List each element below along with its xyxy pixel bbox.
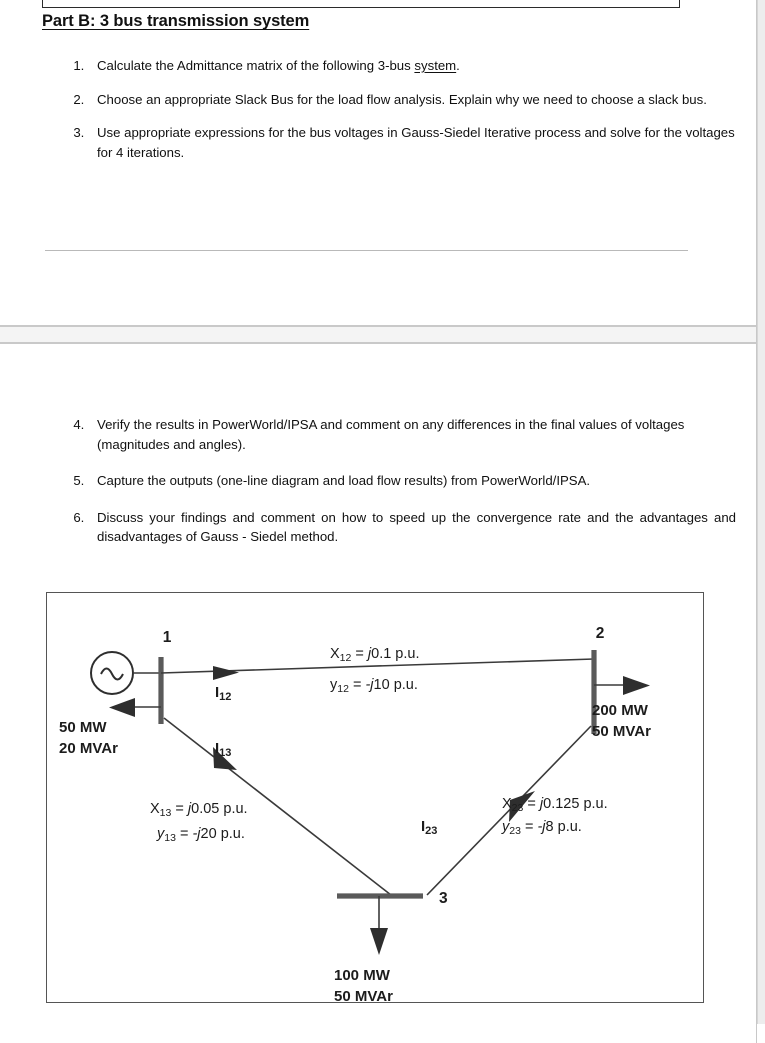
line-1-3-reactance: $X_{13} = j0.05$ p.u. xyxy=(150,801,248,819)
current-label-I23: $I_{23}$ xyxy=(421,818,438,837)
task-text: Calculate the Admittance matrix of the following 3-bus xyxy=(97,58,415,73)
task-text: Discuss your findings and comment on how to speed up the convergence rate and the advantages and disadvantages of Gauss - Siedel method. xyxy=(97,509,736,545)
task-list-page-two xyxy=(60,415,736,564)
task-text: Capture the outputs (one-line diagram and load flow results) from PowerWorld/IPSA. xyxy=(97,473,591,489)
task-list-page-one xyxy=(60,56,736,176)
list-item xyxy=(88,471,736,491)
load-arrow-bus-3 xyxy=(370,928,388,955)
one-line-diagram xyxy=(46,592,704,1003)
bus-1-label: 1 xyxy=(162,629,172,646)
section-divider xyxy=(45,250,688,251)
list-item xyxy=(88,123,736,162)
bus-3-load-mw: 100 MW xyxy=(334,967,390,984)
current-label-I13: $I_{13}$ xyxy=(215,740,232,759)
page-right-edge xyxy=(757,0,765,1024)
line-2-3-admittance: $y_{23} = -j8$ p.u. xyxy=(502,819,582,837)
list-item xyxy=(88,90,736,110)
list-item xyxy=(88,415,736,454)
bus-2-load-mw: 200 MW xyxy=(592,702,648,719)
task-text: Use appropriate expressions for the bus voltages in Gauss-Siedel Iterative process and solve for the voltages for 4 iterations. xyxy=(97,125,735,160)
load-arrow-bus-2 xyxy=(623,676,650,695)
current-arrow-I12 xyxy=(213,666,239,680)
list-item xyxy=(88,508,736,547)
line-2-3-reactance: $X_{23} = j0.125$ p.u. xyxy=(502,796,608,814)
page-break-gap xyxy=(0,326,757,343)
task-text: Choose an appropriate Slack Bus for the load flow analysis. Explain why we need to choose a slack bus. xyxy=(97,91,707,107)
line-1-3-admittance: $y_{13} = -j20$ p.u. xyxy=(157,826,245,844)
bus-1-load-mw: 50 MW xyxy=(59,719,107,736)
list-item xyxy=(88,56,736,76)
current-label-I12: $I_{12}$ xyxy=(215,684,232,703)
task-text: Verify the results in PowerWorld/IPSA and comment on any differences in the final values of voltages (magnitudes and angles). xyxy=(97,417,685,452)
bus-2-load-mvar: 50 MVAr xyxy=(592,723,651,740)
line-1-2-reactance: $X_{12} = j0.1$ p.u. xyxy=(330,646,420,664)
task-text-underlined: system xyxy=(414,58,457,73)
bus-3-label: 3 xyxy=(439,890,448,907)
load-arrow-bus-1 xyxy=(109,698,135,717)
previous-text-box xyxy=(42,0,680,8)
bus-1-load-mvar: 20 MVAr xyxy=(59,740,118,757)
line-1-2-admittance: $y_{12} = -j10$ p.u. xyxy=(330,677,418,695)
task-text-tail: . xyxy=(456,58,460,73)
page-title: Part B: 3 bus transmission system xyxy=(42,12,310,30)
bus-3-load-mvar: 50 MVAr xyxy=(334,988,393,1002)
bus-2-label: 2 xyxy=(595,625,605,642)
generator-symbol xyxy=(91,652,133,694)
